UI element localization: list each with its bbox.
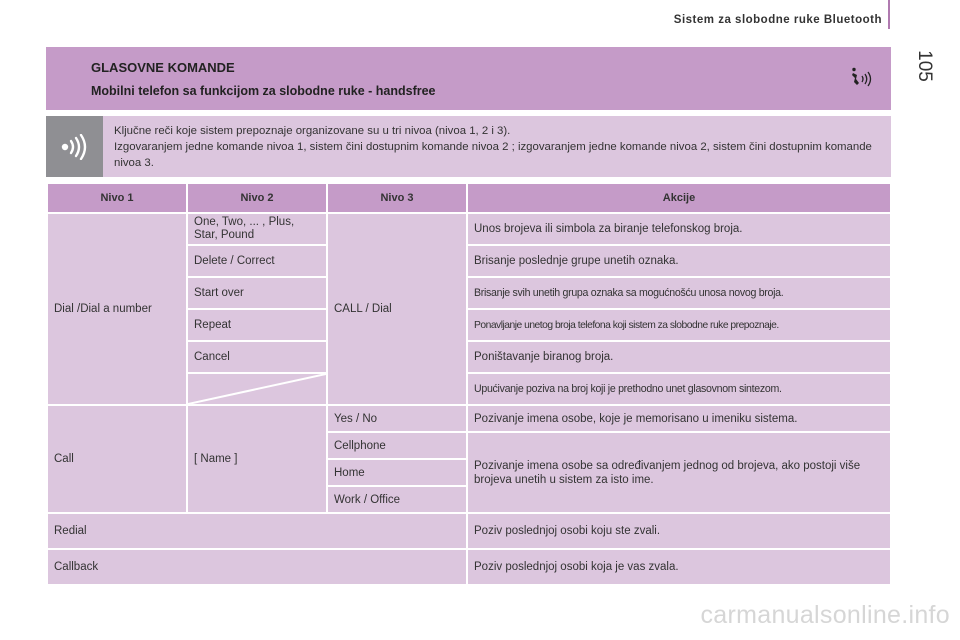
- header-level-2: Nivo 2: [188, 184, 326, 212]
- watermark: carmanualsonline.info: [700, 601, 950, 629]
- call-level1-cell: Call: [48, 406, 186, 512]
- voice-command-icon: [851, 67, 873, 91]
- action-cell: Unos brojeva ili simbola za biranje telefonskog broja.: [468, 214, 890, 244]
- running-header: Sistem za slobodne ruke Bluetooth: [673, 14, 882, 26]
- table-row: [48, 514, 890, 548]
- side-rule: [888, 0, 890, 29]
- dial-level3-cell: CALL / Dial: [328, 214, 466, 404]
- action-cell: Brisanje svih unetih grupa oznaka sa mogućnošću unosa novog broja.: [468, 278, 890, 308]
- header-level-3: Nivo 3: [328, 184, 466, 212]
- intro-line-2: Izgovaranjem jedne komande nivoa 1, sistem čini dostupnim komande nivoa 2 ; izgovaranjem jedne komande nivoa 2, sistem čini dostupnim komande nivoa 3.: [114, 141, 872, 169]
- call-level3-cell: Cellphone: [328, 433, 466, 458]
- action-cell: Ponavljanje unetog broja telefona koji sistem za slobodne ruke prepoznaje.: [468, 310, 890, 340]
- intro-text: [114, 123, 884, 171]
- empty-diagonal-cell: [188, 374, 326, 404]
- action-cell: Pozivanje imena osobe, koje je memorisano u imeniku sistema.: [468, 406, 890, 431]
- dial-level2-cell: One, Two, ... , Plus, Star, Pound: [188, 214, 326, 244]
- dial-level2-cell: Start over: [188, 278, 326, 308]
- dial-level2-cell: Cancel: [188, 342, 326, 372]
- intro-icon-box: [46, 116, 103, 177]
- header-actions: Akcije: [468, 184, 890, 212]
- header-level-1: Nivo 1: [48, 184, 186, 212]
- section-subtitle: Mobilni telefon sa funkcijom za slobodne ruke - handsfree: [91, 84, 436, 98]
- table-row: [48, 406, 890, 431]
- intro-box: [46, 116, 891, 177]
- section-banner: [46, 47, 891, 110]
- speaker-sound-icon: [61, 134, 89, 160]
- call-level3-cell: Work / Office: [328, 487, 466, 512]
- action-cell: Upućivanje poziva na broj koji je prethodno unet glasovnom sintezom.: [468, 374, 890, 404]
- callback-level1-cell: Callback: [48, 550, 466, 584]
- table-header-row: [48, 184, 890, 212]
- call-level2-cell: [ Name ]: [188, 406, 326, 512]
- diagonal-line: [188, 374, 326, 404]
- intro-line-1: Ključne reči koje sistem prepoznaje organizovane su u tri nivoa (nivoa 1, 2 i 3).: [114, 125, 511, 137]
- redial-level1-cell: Redial: [48, 514, 466, 548]
- dial-level2-cell: Repeat: [188, 310, 326, 340]
- action-cell: Pozivanje imena osobe sa određivanjem jednog od brojeva, ako postoji više brojeva unetih u sistem za isto ime.: [468, 433, 890, 512]
- dial-level1-cell: Dial /Dial a number: [48, 214, 186, 404]
- call-level3-cell: Yes / No: [328, 406, 466, 431]
- call-level3-cell: Home: [328, 460, 466, 485]
- voice-commands-table: [46, 182, 892, 586]
- action-cell: Poziv poslednjoj osobi koju ste zvali.: [468, 514, 890, 548]
- table-row: [48, 214, 890, 244]
- section-title: GLASOVNE KOMANDE: [91, 60, 235, 75]
- action-cell: Poziv poslednjoj osobi koja je vas zvala.: [468, 550, 890, 584]
- table-row: [48, 550, 890, 584]
- action-cell: Poništavanje biranog broja.: [468, 342, 890, 372]
- dial-level2-cell: Delete / Correct: [188, 246, 326, 276]
- action-cell: Brisanje poslednje grupe unetih oznaka.: [468, 246, 890, 276]
- page-number: 105: [914, 50, 935, 82]
